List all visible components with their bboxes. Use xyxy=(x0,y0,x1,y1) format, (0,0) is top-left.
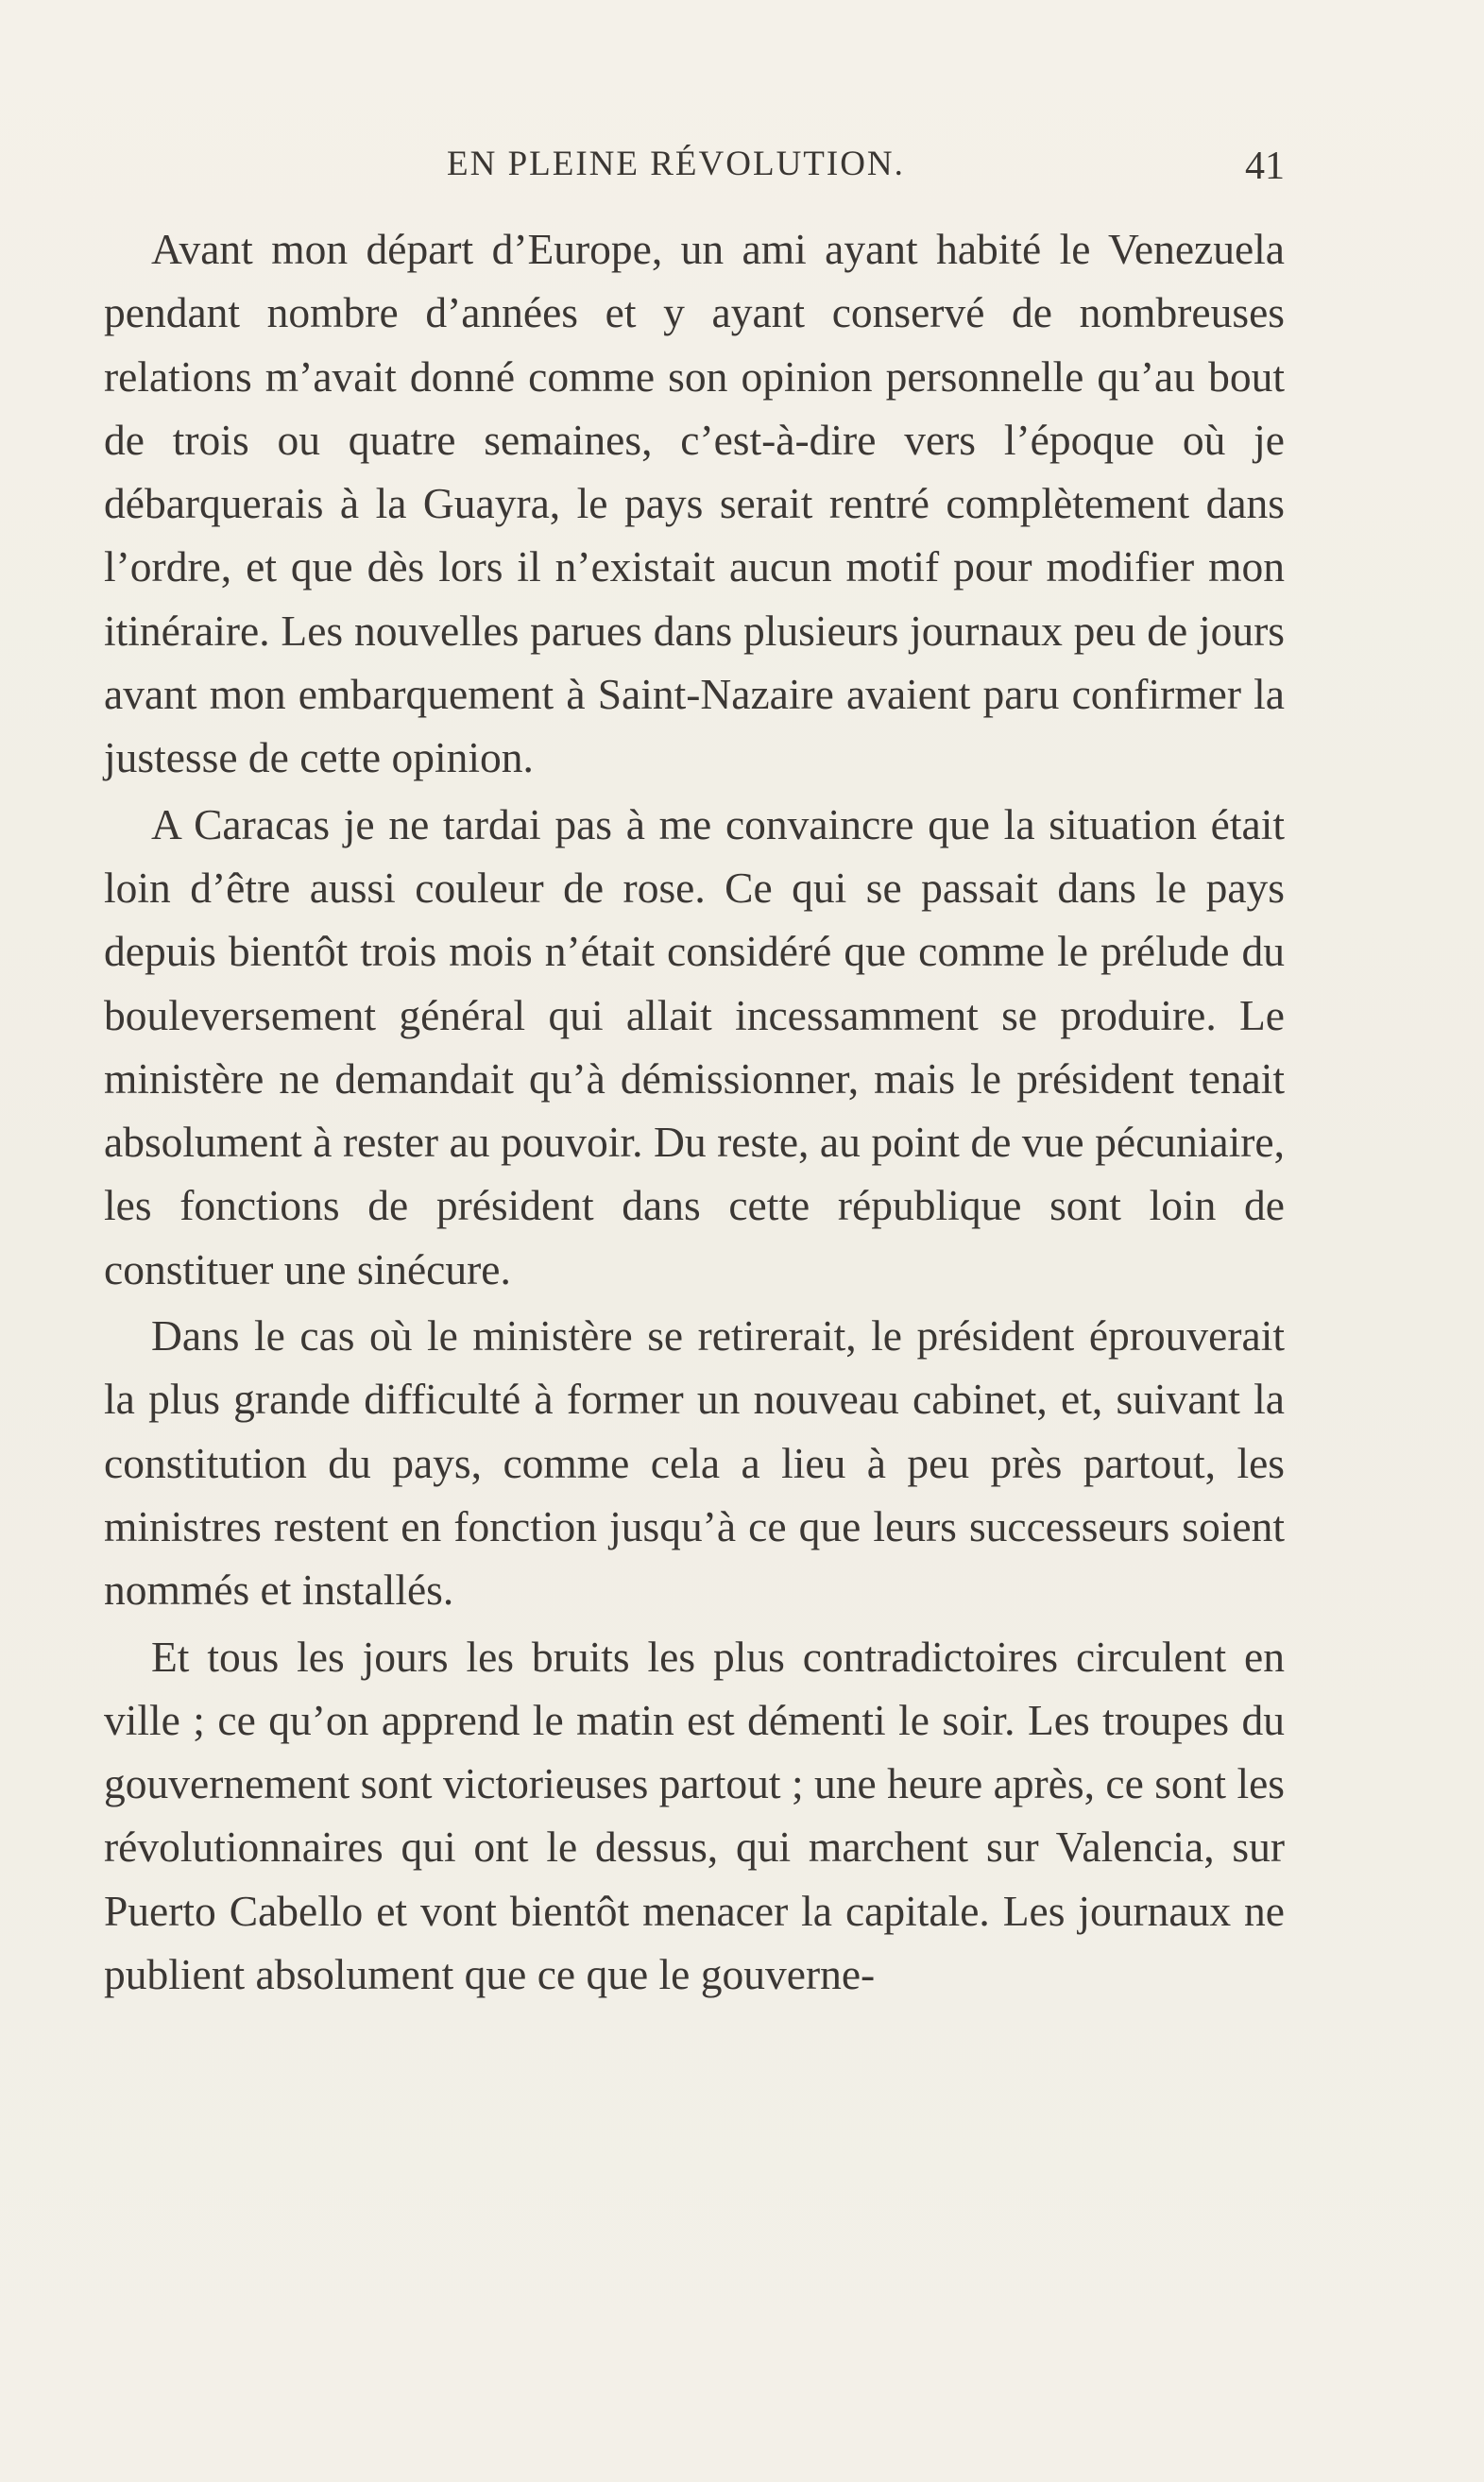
paragraph-3: Dans le cas où le ministère se retirerait, le président éprouverait la plus grande difficulté à former un nouveau cabinet, et, suivant la constitution du pays, comme cela a lieu à peu près partout, les ministres restent en fonction jusqu’à ce que leurs successeurs soient nommés et installés. xyxy=(104,1311,1285,1615)
paragraph-4: Et tous les jours les bruits les plus contradictoires circulent en ville ; ce qu’on apprend le matin est démenti le soir. Les troupes du gouvernement sont victorieuses partout ; une heure après, ce sont les révolutionnaires qui ont le dessus, qui marchent sur Valencia, sur Puerto Cabello et vont bientôt menacer la capitale. Les journaux ne publient absolument que ce que le gouverne- xyxy=(104,1632,1285,1999)
body-text xyxy=(104,217,1285,2006)
paragraph-2: A Caracas je ne tardai pas à me convaincre que la situation était loin d’être aussi couleur de rose. Ce qui se passait dans le pays depuis bientôt trois mois n’était considéré que comme le prélude du bouleversement général qui allait incessamment se produire. Le ministère ne demandait qu’à démissionner, mais le président tenait absolument à rester au pouvoir. Du reste, au point de vue pécuniaire, les fonctions de président dans cette république sont loin de constituer une sinécure. xyxy=(104,799,1285,1293)
page-number: 41 xyxy=(1245,145,1285,188)
running-title: EN PLEINE RÉVOLUTION. xyxy=(447,145,905,183)
paragraph-1: Avant mon départ d’Europe, un ami ayant habité le Venezuela pendant nombre d’années et y ayant conservé de nombreuses relations m’avait donné comme son opinion personnelle qu’au bout de trois ou quatre semaines, c’est-à-dire vers l’époque où je débarquerais à la Guayra, le pays serait rentré complètement dans l’ordre, et que dès lors il n’existait aucun motif pour modifier mon itinéraire. Les nouvelles parues dans plusieurs journaux peu de jours avant mon embarquement à Saint-Nazaire avaient paru confirmer la justesse de cette opinion. xyxy=(104,225,1285,782)
page-header xyxy=(104,144,1285,191)
